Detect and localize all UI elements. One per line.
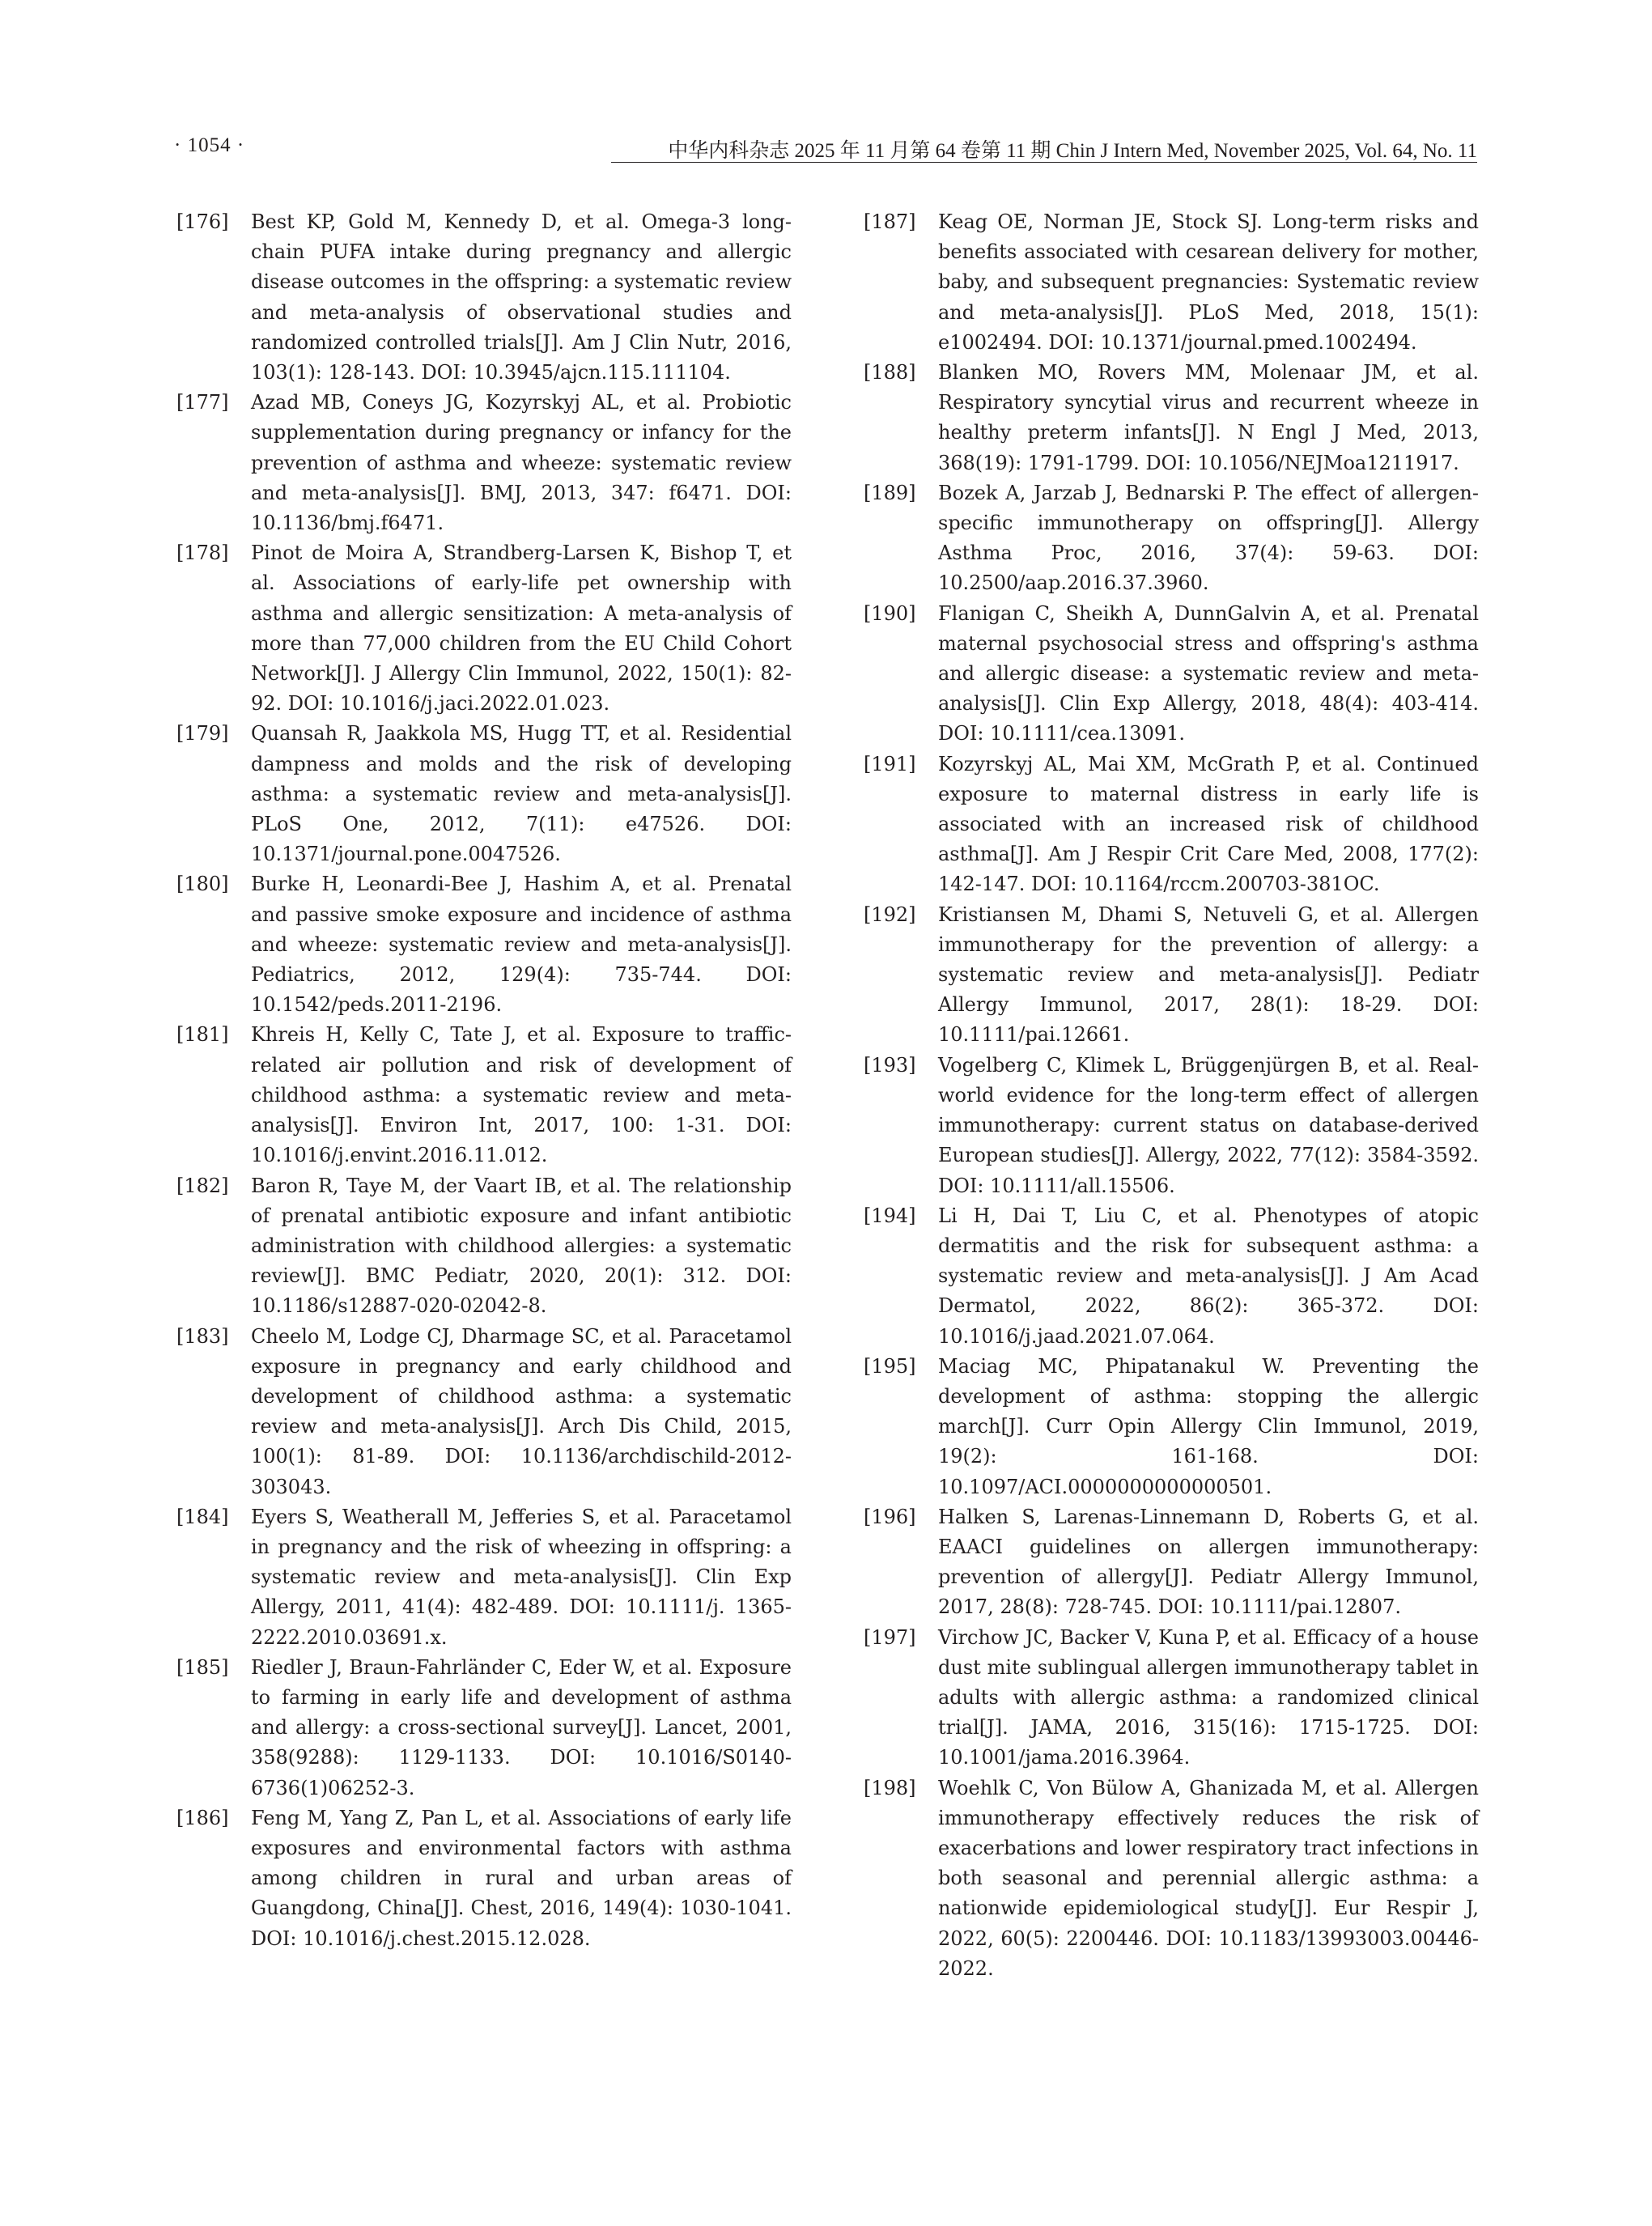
reference-number: [179]: [176, 722, 229, 746]
journal-running-title: 中华内科杂志 2025 年 11 月第 64 卷第 11 期 Chin J Intern Med, November 2025, Vol. 64, No. 11: [668, 140, 1477, 162]
reference-number: [190]: [864, 601, 916, 625]
reference-text: Blanken MO, Rovers MM, Molenaar JM, et al. Respiratory syncytial virus and recurrent wheeze in healthy preterm infants[J]. N Engl J Med, 2013, 368(19): 1791-1799. DOI: 10.1056/NEJMoa1211917.: [938, 361, 1479, 474]
reference-text: Quansah R, Jaakkola MS, Hugg TT, et al. Residential dampness and molds and the risk of developing asthma: a systematic review and meta-analysis[J]. PLoS One, 2012, 7(11): e47526. DOI: 10.1371/journal.pone.0047526.: [251, 722, 792, 866]
reference-item: [176, 1803, 792, 1954]
reference-item: [864, 599, 1479, 750]
reference-text: Virchow JC, Backer V, Kuna P, et al. Efficacy of a house dust mite sublingual allergen immunotherapy tablet in adults with allergic asthma: a randomized clinical trial[J]. JAMA, 2016, 315(16): 1715-1725. DOI: 10.1001/jama.2016.3964.: [938, 1625, 1479, 1769]
reference-number: [197]: [864, 1625, 916, 1649]
reference-number: [177]: [176, 391, 229, 414]
reference-item: [176, 1653, 792, 1803]
reference-text: Flanigan C, Sheikh A, DunnGalvin A, et al. Prenatal maternal psychosocial stress and offspring's asthma and allergic disease: a systematic review and meta-analysis[J]. Clin Exp Allergy, 2018, 48(4): 403-414. DOI: 10.1111/cea.13091.: [938, 601, 1479, 746]
reference-text: Best KP, Gold M, Kennedy D, et al. Omega-3 long-chain PUFA intake during pregnancy and allergic disease outcomes in the offspring: a systematic review and meta-analysis of observational studies and randomized controlled trials[J]. Am J Clin Nutr, 2016, 103(1): 128-143. DOI: 10.3945/ajcn.115.111104.: [251, 210, 792, 384]
reference-number: [187]: [864, 210, 916, 233]
reference-text: Eyers S, Weatherall M, Jefferies S, et al. Paracetamol in pregnancy and the risk of wheezing in offspring: a systematic review and meta-analysis[J]. Clin Exp Allergy, 2011, 41(4): 482-489. DOI: 10.1111/j. 1365-2222.2010.03691.x.: [251, 1505, 792, 1649]
reference-number: [183]: [176, 1324, 229, 1348]
reference-item: [176, 388, 792, 538]
reference-column-left: [176, 207, 792, 1954]
page-number: · 1054 ·: [174, 134, 245, 156]
reference-number: [196]: [864, 1505, 916, 1528]
reference-column-right: [864, 207, 1479, 1984]
reference-item: [176, 1171, 792, 1322]
reference-text: Pinot de Moira A, Strandberg-Larsen K, Bishop T, et al. Associations of early-life pet ownership with asthma and allergic sensitization: A meta-analysis of more than 77,000 children from the EU Child Cohort Network[J]. J Allergy Clin Immunol, 2022, 150(1): 82-92. DOI: 10.1016/j.jaci.2022.01.023.: [251, 542, 792, 716]
header-rule: [611, 162, 1477, 163]
reference-text: Feng M, Yang Z, Pan L, et al. Associations of early life exposures and environmental factors with asthma among children in rural and urban areas of Guangdong, China[J]. Chest, 2016, 149(4): 1030-1041. DOI: 10.1016/j.chest.2015.12.028.: [251, 1806, 792, 1950]
page-header: [174, 130, 1477, 165]
reference-text: Woehlk C, Von Bülow A, Ghanizada M, et al. Allergen immunotherapy effectively reduces the risk of exacerbations and lower respiratory tract infections in both seasonal and perennial allergic asthma: a nationwide epidemiological study[J]. Eur Respir J, 2022, 60(5): 2200446. DOI: 10.1183/13993003.00446-2022.: [938, 1776, 1479, 1980]
reference-text: Kristiansen M, Dhami S, Netuveli G, et al. Allergen immunotherapy for the prevention of allergy: a systematic review and meta-analysis[J]. Pediatr Allergy Immunol, 2017, 28(1): 18-29. DOI: 10.1111/pai.12661.: [938, 903, 1479, 1047]
reference-number: [188]: [864, 361, 916, 384]
reference-number: [176]: [176, 210, 229, 233]
reference-text: Bozek A, Jarzab J, Bednarski P. The effect of allergen-specific immunotherapy on offspring[J]. Allergy Asthma Proc, 2016, 37(4): 59-63. DOI: 10.2500/aap.2016.37.3960.: [938, 481, 1479, 595]
reference-number: [192]: [864, 903, 916, 926]
reference-item: [864, 207, 1479, 358]
reference-number: [189]: [864, 481, 916, 504]
reference-number: [195]: [864, 1354, 916, 1378]
reference-number: [181]: [176, 1023, 229, 1047]
reference-number: [186]: [176, 1806, 229, 1829]
reference-number: [180]: [176, 873, 229, 896]
reference-item: [176, 538, 792, 719]
reference-item: [864, 750, 1479, 900]
reference-item: [864, 900, 1479, 1051]
reference-item: [176, 1502, 792, 1653]
reference-number: [193]: [864, 1053, 916, 1077]
reference-text: Baron R, Taye M, der Vaart IB, et al. The relationship of prenatal antibiotic exposure and infant antibiotic administration with childhood allergies: a systematic review[J]. BMC Pediatr, 2020, 20(1): 312. DOI: 10.1186/s12887-020-02042-8.: [251, 1174, 792, 1318]
reference-number: [185]: [176, 1655, 229, 1679]
reference-text: Vogelberg C, Klimek L, Brüggenjürgen B, et al. Real-world evidence for the long-term effect of allergen immunotherapy: current status on database-derived European studies[J]. Allergy, 2022, 77(12): 3584-3592. DOI: 10.1111/all.15506.: [938, 1053, 1479, 1197]
reference-text: Azad MB, Coneys JG, Kozyrskyj AL, et al. Probiotic supplementation during pregnancy or infancy for the prevention of asthma and wheeze: systematic review and meta-analysis[J]. BMJ, 2013, 347: f6471. DOI: 10.1136/bmj.f6471.: [251, 391, 792, 535]
reference-item: [864, 1623, 1479, 1774]
reference-text: Halken S, Larenas-Linnemann D, Roberts G, et al. EAACI guidelines on allergen immunotherapy: prevention of allergy[J]. Pediatr Allergy Immunol, 2017, 28(8): 728-745. DOI: 10.1111/pai.12807.: [938, 1505, 1479, 1619]
reference-item: [176, 207, 792, 388]
reference-text: Kozyrskyj AL, Mai XM, McGrath P, et al. Continued exposure to maternal distress in early life is associated with an increased risk of childhood asthma[J]. Am J Respir Crit Care Med, 2008, 177(2): 142-147. DOI: 10.1164/rccm.200703-381OC.: [938, 752, 1479, 896]
reference-text: Cheelo M, Lodge CJ, Dharmage SC, et al. Paracetamol exposure in pregnancy and early childhood and development of childhood asthma: a systematic review and meta-analysis[J]. Arch Dis Child, 2015, 100(1): 81-89. DOI: 10.1136/archdischild-2012-303043.: [251, 1324, 792, 1498]
reference-item: [864, 1201, 1479, 1352]
reference-item: [864, 1051, 1479, 1201]
reference-text: Khreis H, Kelly C, Tate J, et al. Exposure to traffic-related air pollution and risk of development of childhood asthma: a systematic review and meta-analysis[J]. Environ Int, 2017, 100: 1-31. DOI: 10.1016/j.envint.2016.11.012.: [251, 1023, 792, 1167]
reference-item: [176, 1020, 792, 1170]
reference-number: [194]: [864, 1204, 916, 1227]
reference-text: Keag OE, Norman JE, Stock SJ. Long-term risks and benefits associated with cesarean delivery for mother, baby, and subsequent pregnancies: Systematic review and meta-analysis[J]. PLoS Med, 2018, 15(1): e1002494. DOI: 10.1371/journal.pmed.1002494.: [938, 210, 1479, 354]
reference-number: [191]: [864, 752, 916, 775]
reference-item: [176, 719, 792, 869]
reference-item: [864, 358, 1479, 478]
reference-text: Riedler J, Braun-Fahrländer C, Eder W, et al. Exposure to farming in early life and development of asthma and allergy: a cross-sectional survey[J]. Lancet, 2001, 358(9288): 1129-1133. DOI: 10.1016/S0140-6736(1)06252-3.: [251, 1655, 792, 1799]
reference-number: [178]: [176, 542, 229, 565]
reference-number: [184]: [176, 1505, 229, 1528]
reference-item: [864, 1774, 1479, 1984]
reference-item: [176, 869, 792, 1020]
reference-item: [864, 478, 1479, 599]
reference-item: [864, 1502, 1479, 1623]
reference-text: Burke H, Leonardi-Bee J, Hashim A, et al. Prenatal and passive smoke exposure and incidence of asthma and wheeze: systematic review and meta-analysis[J]. Pediatrics, 2012, 129(4): 735-744. DOI: 10.1542/peds.2011-2196.: [251, 873, 792, 1017]
reference-item: [176, 1322, 792, 1502]
reference-text: Li H, Dai T, Liu C, et al. Phenotypes of atopic dermatitis and the risk for subsequent asthma: a systematic review and meta-analysis[J]. J Am Acad Dermatol, 2022, 86(2): 365-372. DOI: 10.1016/j.jaad.2021.07.064.: [938, 1204, 1479, 1348]
reference-number: [198]: [864, 1776, 916, 1799]
reference-text: Maciag MC, Phipatanakul W. Preventing the development of asthma: stopping the allergic march[J]. Curr Opin Allergy Clin Immunol, 2019, 19(2): 161-168. DOI: 10.1097/ACI.0000000000000501.: [938, 1354, 1479, 1498]
reference-number: [182]: [176, 1174, 229, 1197]
reference-item: [864, 1352, 1479, 1502]
